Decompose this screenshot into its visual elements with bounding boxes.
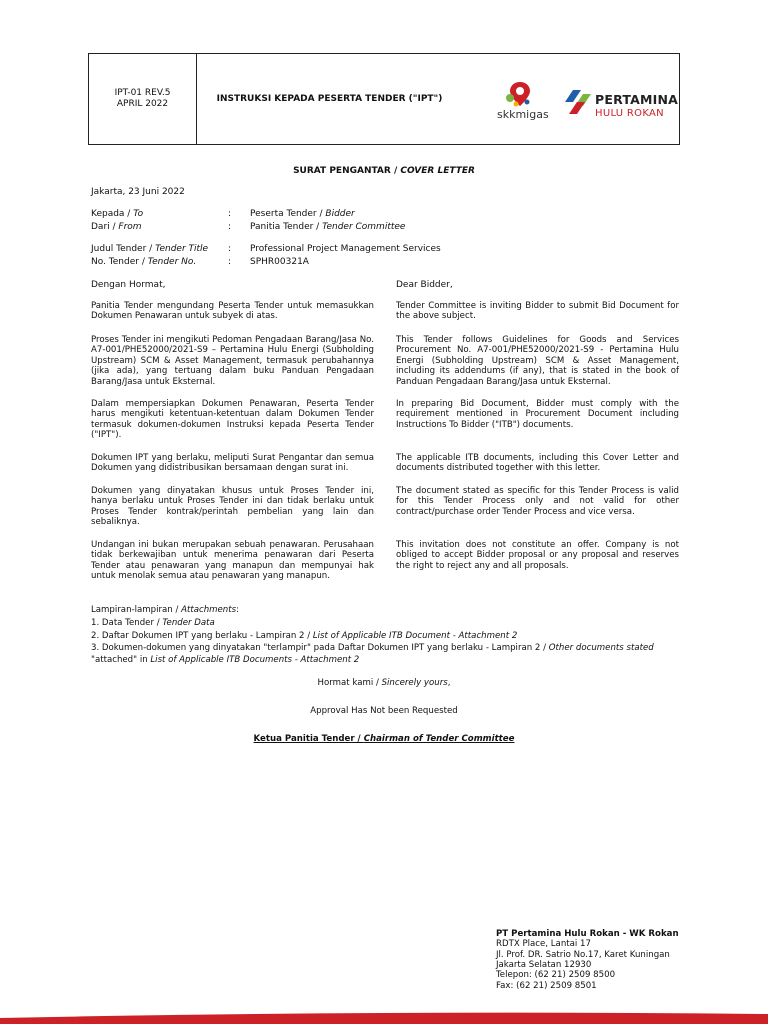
field-label: Kepada / To bbox=[91, 209, 144, 219]
paragraph-en: This Tender follows Guidelines for Goods and Services Procurement No. A7-001/PHE52000/2021-S9 - Pertamina Hulu Energi (Subholding Upstream) SCM & Asset Management, including its addendums (if any), that is stated in the book of Panduan Pengadaan Barang/Jasa untuk Eksternal. bbox=[396, 335, 679, 387]
paragraph-id: Dokumen IPT yang berlaku, meliputi Surat Pengantar dan semua Dokumen yang didistribusikan bersamaan dengan surat ini. bbox=[91, 453, 374, 474]
title-indonesian: SURAT PENGANTAR / bbox=[293, 166, 401, 176]
footer-address-line: Jakarta Selatan 12930 bbox=[496, 959, 592, 970]
attachment-item: 1. Data Tender / Tender Data bbox=[91, 618, 215, 628]
document-revision-date: APRIL 2022 bbox=[116, 99, 169, 109]
field-value: Panitia Tender / Tender Committee bbox=[250, 222, 406, 232]
paragraph-en: The document stated as specific for this Tender Process is valid for this Tender Process only and not valid for other contract/purchase order Tender Process and vice versa. bbox=[396, 486, 679, 517]
greeting-english: Dear Bidder, bbox=[396, 280, 453, 290]
document-header bbox=[88, 53, 680, 145]
skkmigas-logo-text: skkmigas bbox=[497, 108, 549, 121]
footer-fax: Fax: (62 21) 2509 8501 bbox=[496, 980, 597, 991]
attachment-item: 2. Daftar Dokumen IPT yang berlaku - Lampiran 2 / List of Applicable ITB Document - Attachment 2 bbox=[91, 631, 518, 641]
attachment-item: 3. Dokumen-dokumen yang dinyatakan "terlampir" pada Daftar Dokumen IPT yang berlaku - Lampiran 2 / Other documents stated bbox=[91, 643, 654, 653]
approval-status: Approval Has Not been Requested bbox=[310, 706, 458, 716]
footer-address-line: Jl. Prof. DR. Satrio No.17, Karet Kuningan bbox=[496, 949, 670, 960]
document-title: INSTRUKSI KEPADA PESERTA TENDER ("IPT") bbox=[216, 93, 443, 104]
field-value: Professional Project Management Services bbox=[250, 244, 441, 254]
field-colon: : bbox=[228, 244, 232, 254]
document-title-cell bbox=[197, 54, 462, 144]
paragraph-id: Panitia Tender mengundang Peserta Tender untuk memasukkan Dokumen Penawaran untuk subyek di atas. bbox=[91, 301, 374, 322]
pertamina-logo-subtitle: HULU ROKAN bbox=[595, 108, 664, 119]
field-value: SPHR00321A bbox=[250, 257, 309, 267]
closing: Hormat kami / Sincerely yours, bbox=[317, 678, 451, 688]
field-value: Peserta Tender / Bidder bbox=[250, 209, 355, 219]
title-english: COVER LETTER bbox=[400, 166, 475, 176]
field-colon: : bbox=[228, 209, 232, 219]
field-label: Dari / From bbox=[91, 222, 142, 232]
paragraph-en: Tender Committee is inviting Bidder to submit Bid Document for the above subject. bbox=[396, 301, 679, 322]
paragraph-id: Proses Tender ini mengikuti Pedoman Pengadaan Barang/Jasa No. A7-001/PHE52000/2021-S9 – Pertamina Hulu Energi (Subholding Upstream) SCM & Asset Management, termasuk perubahannya (jika ada), yang tertuang dalam buku Panduan Pengadaan Barang/Jasa untuk Eksternal. bbox=[91, 335, 374, 387]
logo-area bbox=[489, 80, 679, 124]
field-colon: : bbox=[228, 222, 232, 232]
footer-company-name: PT Pertamina Hulu Rokan - WK Rokan bbox=[496, 929, 679, 939]
skkmigas-logo-icon bbox=[503, 80, 537, 110]
company-address-footer bbox=[496, 929, 679, 991]
paragraph-en: The applicable ITB documents, including this Cover Letter and documents distributed together with this letter. bbox=[396, 453, 679, 474]
field-colon: : bbox=[228, 257, 232, 267]
paragraph-id: Dalam mempersiapkan Dokumen Penawaran, Peserta Tender harus mengikuti ketentuan-ketentuan dalam Dokumen Tender termasuk dokumen-dokumen Instruksi kepada Peserta Tender ("IPT"). bbox=[91, 399, 374, 441]
greeting-indonesian: Dengan Hormat, bbox=[91, 280, 166, 290]
footer-address-line: RDTX Place, Lantai 17 bbox=[496, 939, 591, 950]
attachment-item-continued: "attached" in List of Applicable ITB Documents - Attachment 2 bbox=[91, 655, 360, 665]
document-code: IPT-01 REV.5 bbox=[114, 87, 171, 98]
paragraph-en: In preparing Bid Document, Bidder must comply with the requirement mentioned in Procurement Document including Instructions To Bidder ("ITB") documents. bbox=[396, 399, 679, 430]
pertamina-logo-name: PERTAMINA bbox=[595, 92, 679, 107]
paragraph-en: This invitation does not constitute an offer. Company is not obliged to accept Bidder proposal or any proposal and reserves the right to reject any and all proposals. bbox=[396, 540, 679, 571]
footer-red-band bbox=[0, 1008, 768, 1024]
cover-letter-title bbox=[0, 166, 768, 177]
attachments-heading: Lampiran-lampiran / Attachments: bbox=[91, 605, 240, 615]
paragraph-id: Dokumen yang dinyatakan khusus untuk Proses Tender ini, hanya berlaku untuk Proses Tender ini dan tidak berlaku untuk Proses Tender kontrak/perintah pembelian yang lain dan sebaliknya. bbox=[91, 486, 374, 528]
pertamina-logo-icon bbox=[563, 86, 593, 118]
field-label: Judul Tender / Tender Title bbox=[91, 244, 209, 254]
footer-phone: Telepon: (62 21) 2509 8500 bbox=[496, 970, 616, 981]
document-code-cell bbox=[89, 54, 197, 144]
signatory-title: Ketua Panitia Tender / Chairman of Tender Committee bbox=[253, 734, 515, 744]
paragraph-id: Undangan ini bukan merupakan sebuah penawaran. Perusahaan tidak berkewajiban untuk menerima penawaran dari Peserta Tender atau penawaran yang manapun dan mempunyai hak untuk menolak semua atau penawaran yang manapun. bbox=[91, 540, 374, 582]
field-label: No. Tender / Tender No. bbox=[91, 257, 197, 267]
place-date: Jakarta, 23 Juni 2022 bbox=[91, 187, 185, 197]
